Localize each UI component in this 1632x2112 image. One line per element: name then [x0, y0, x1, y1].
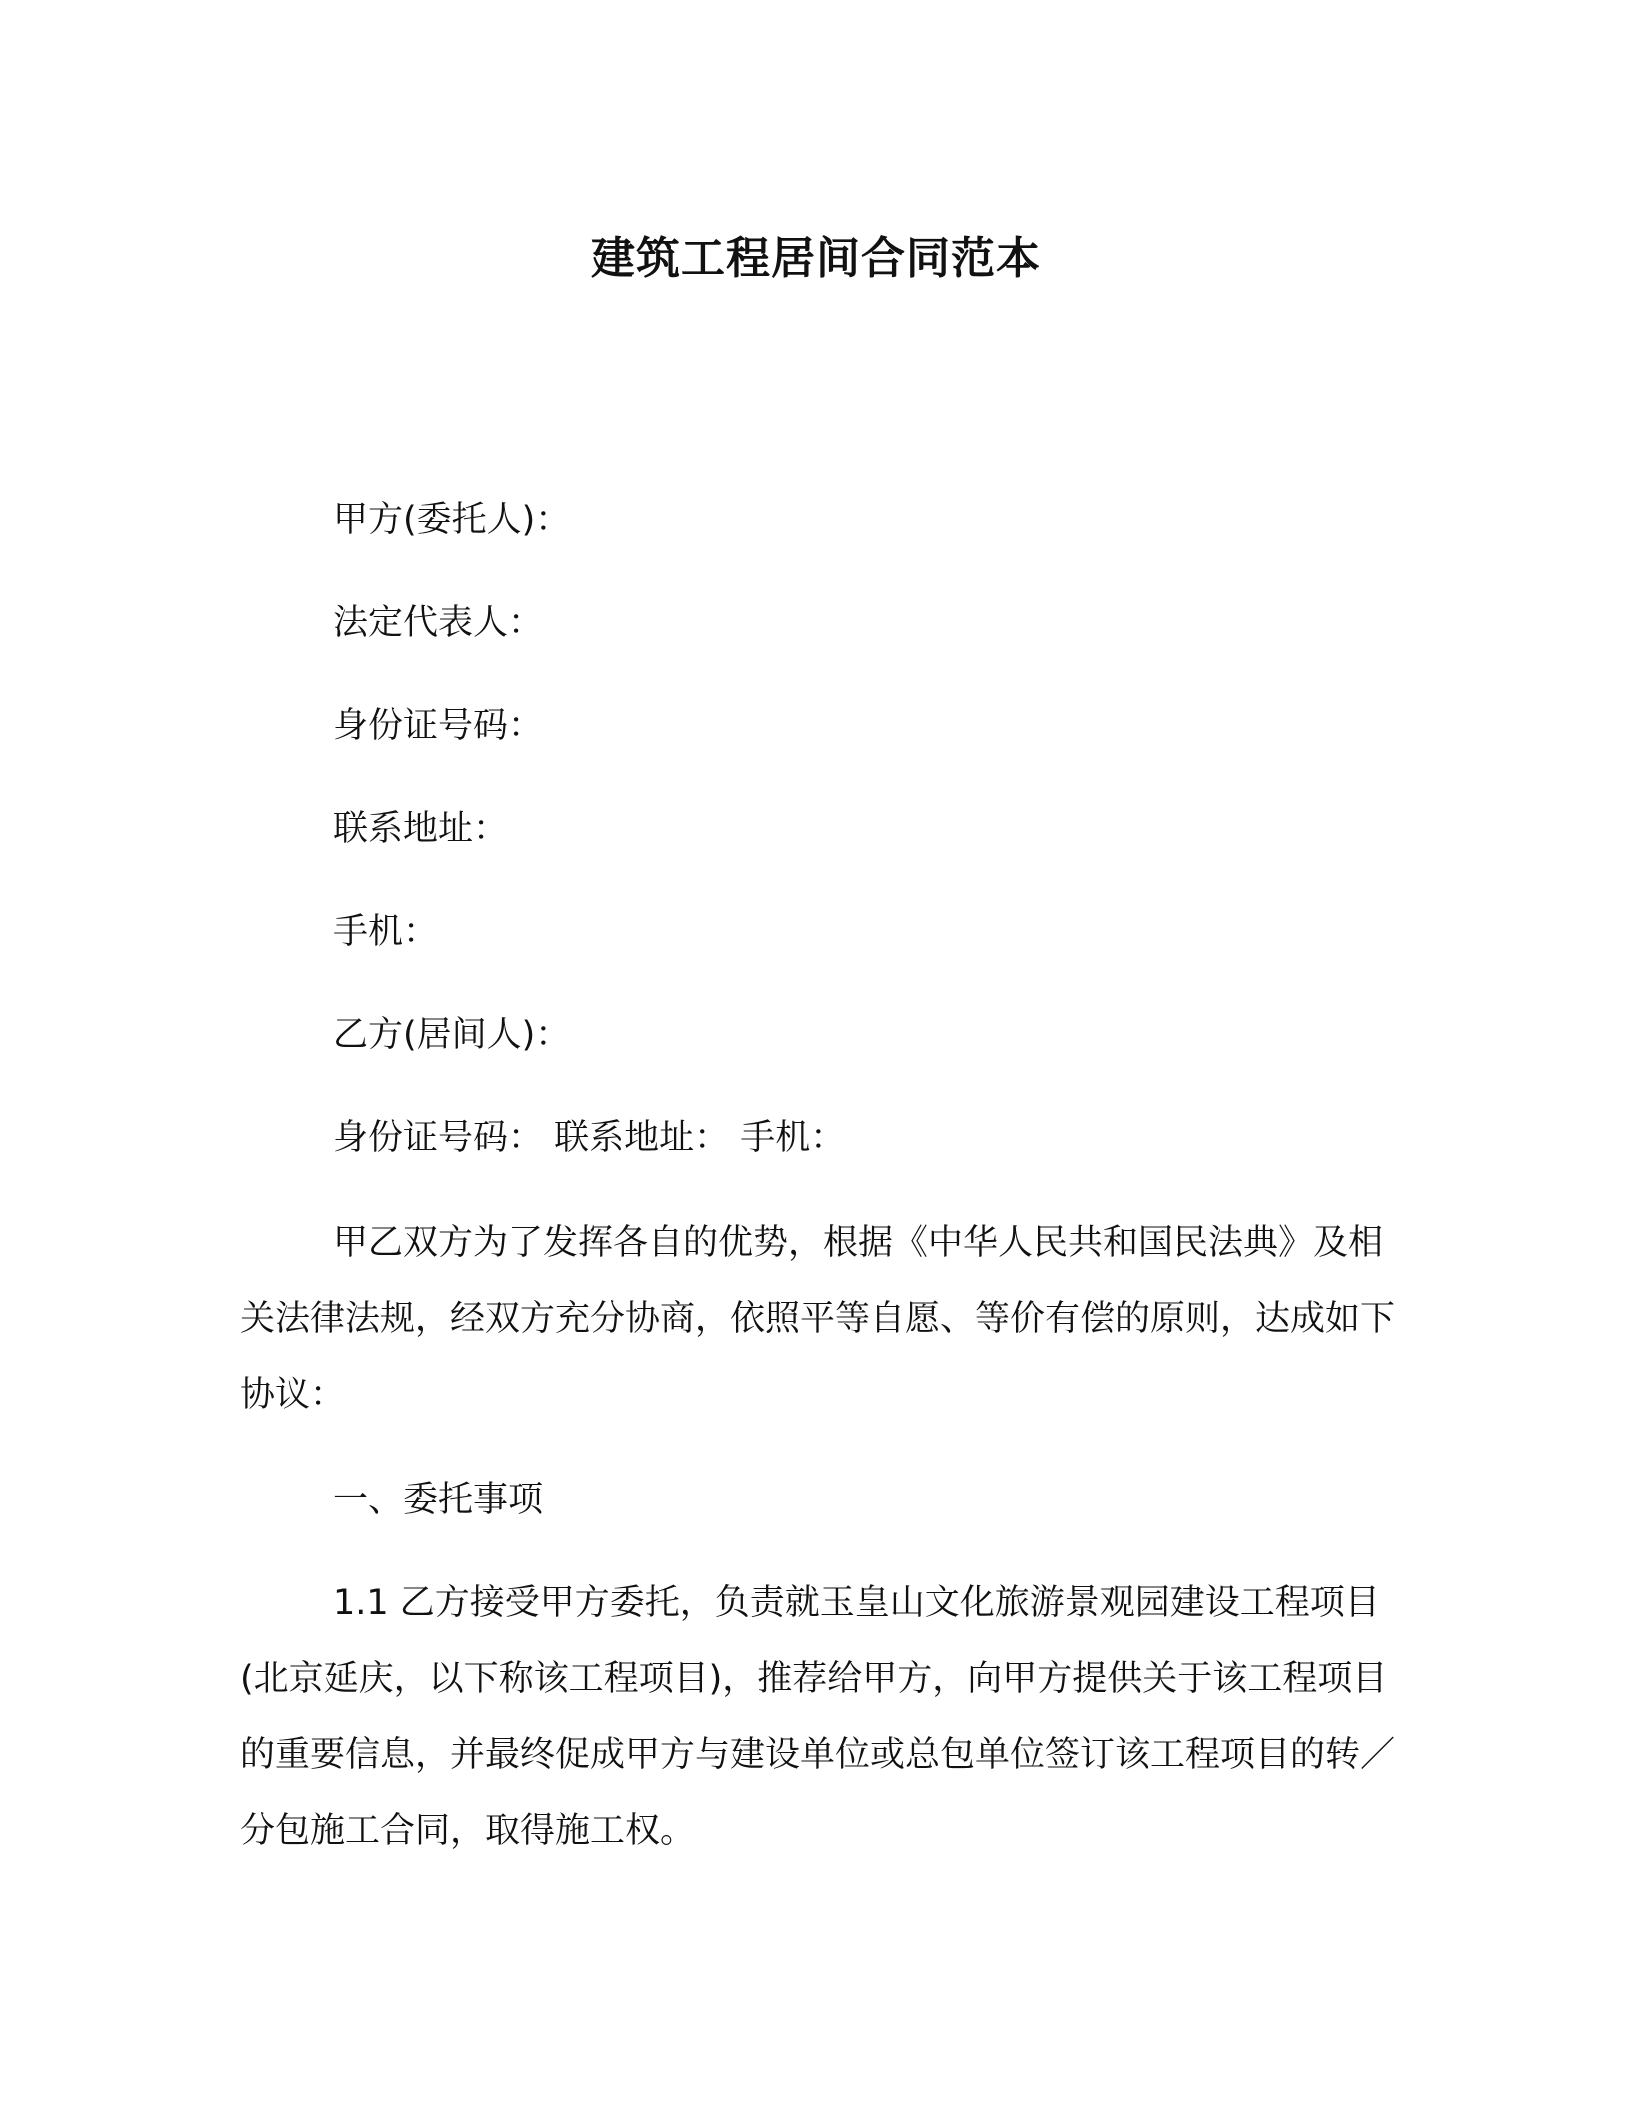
document-title: 建筑工程居间合同范本: [591, 233, 1041, 284]
intro-paragraph: 甲乙双方为了发挥各自的优势，根据《中华人民共和国民法典》及相关法律法规，经双方充分协商，依照平等自愿、等价有偿的原则，达成如下协议：: [240, 1223, 1396, 1415]
legal-representative-field: 法定代表人：: [333, 603, 544, 643]
mobile-field: 手机：: [333, 912, 439, 952]
party-b-contact-fields: 身份证号码： 联系地址： 手机：: [333, 1118, 846, 1158]
clause-1-1-paragraph: 1.1 乙方接受甲方委托，负责就玉皇山文化旅游景观园建设工程项目(北京延庆，以下称该工程项目)，推荐给甲方，向甲方提供关于该工程项目的重要信息，并最终促成甲方与建设单位或总包单位签订该工程项目的转／分包施工合同，取得施工权。: [240, 1583, 1396, 1851]
id-number-field: 身份证号码：: [333, 706, 544, 746]
contact-address-field: 联系地址：: [333, 809, 509, 849]
party-b-intermediary-field: 乙方(居间人)：: [333, 1015, 571, 1055]
section-1-heading: 一、委托事项: [333, 1480, 544, 1520]
party-a-principal-field: 甲方(委托人)：: [333, 500, 571, 540]
